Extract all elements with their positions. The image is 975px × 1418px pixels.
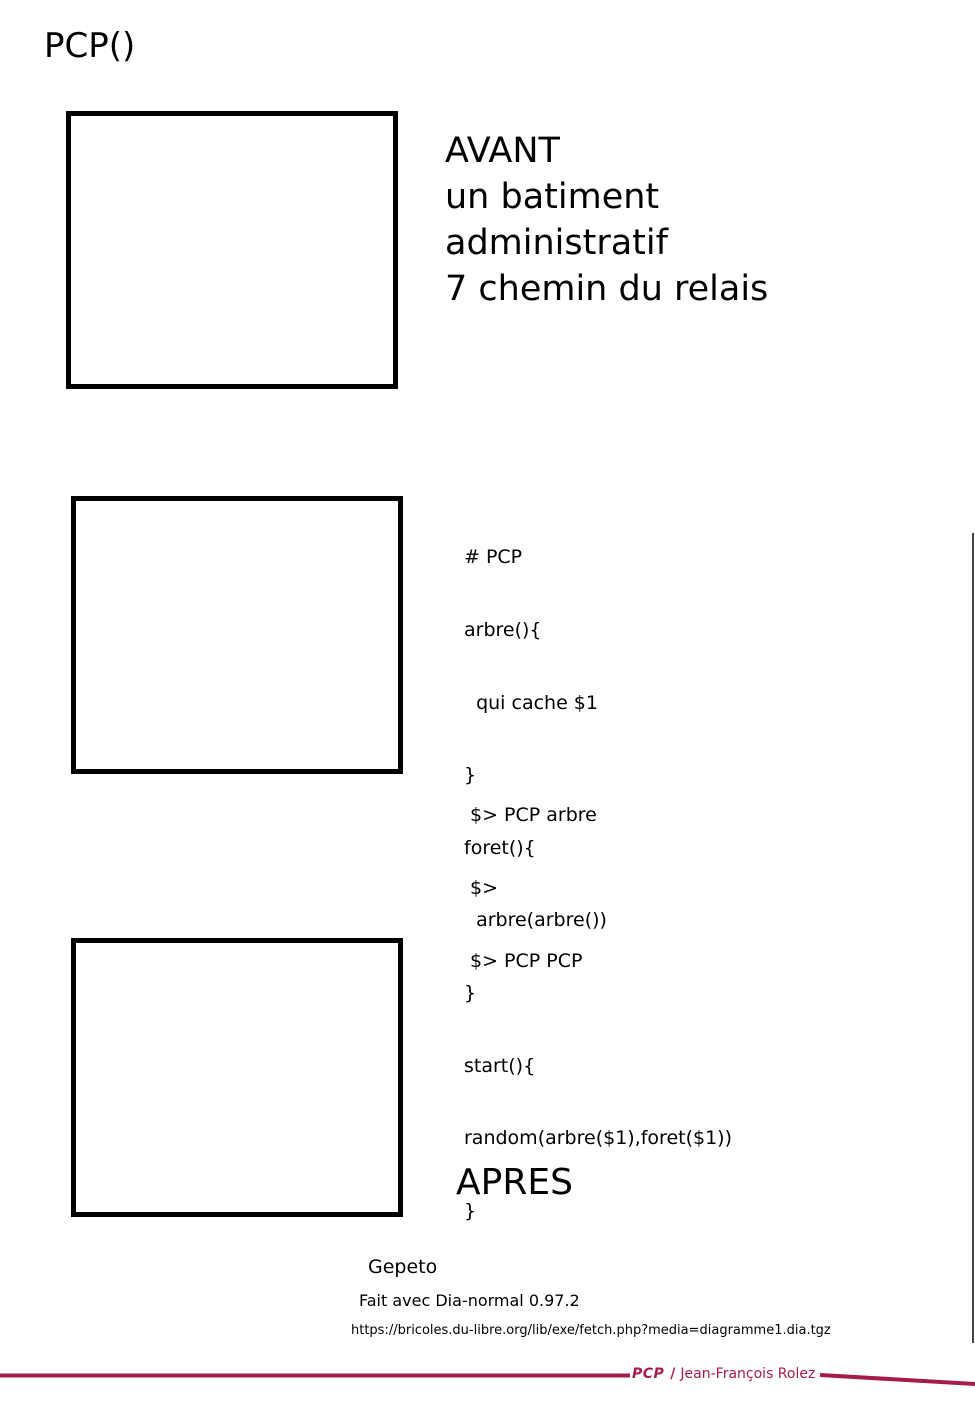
prompt-line: $> PCP PCP [470,949,583,972]
frame-code [71,496,403,774]
page-title: PCP() [44,26,136,66]
prompt-block [470,755,597,997]
author-credit: Gepeto [368,1256,438,1278]
right-edge-line [972,533,974,1343]
avant-line-type: administratif [445,223,668,263]
code-line: start(){ [464,1054,536,1077]
frame-apres [71,938,403,1217]
footer-author-name: Jean-François Rolez [680,1366,816,1382]
apres-label: APRES [456,1162,573,1203]
code-line: arbre(arbre()) [464,909,607,932]
footer-signature [630,1364,819,1384]
footer-separator: / [670,1366,676,1382]
avant-line-building: un batiment [445,177,660,217]
avant-line-address: 7 chemin du relais [445,269,769,309]
avant-line-label: AVANT [445,131,560,171]
made-with-credit: Fait avec Dia-normal 0.97.2 [359,1291,580,1310]
frame-avant [66,111,398,389]
avant-text-block [445,128,768,312]
prompt-line: $> [470,877,499,900]
footer-rule [0,1360,975,1400]
code-line: qui cache $1 [464,691,598,714]
code-line: random(arbre($1),foret($1)) [464,1127,733,1150]
code-line: arbre(){ [464,619,542,642]
prompt-line: $> PCP arbre [470,804,597,827]
code-line: # PCP [464,546,523,569]
code-line: } [464,1199,477,1222]
code-line: } [464,982,477,1005]
code-line: foret(){ [464,836,536,859]
footer-brand-logo: PCP [632,1366,665,1382]
source-url[interactable]: https://bricoles.du-libre.org/lib/exe/fetch.php?media=diagramme1.dia.tgz [351,1323,831,1338]
code-line: } [464,764,477,787]
